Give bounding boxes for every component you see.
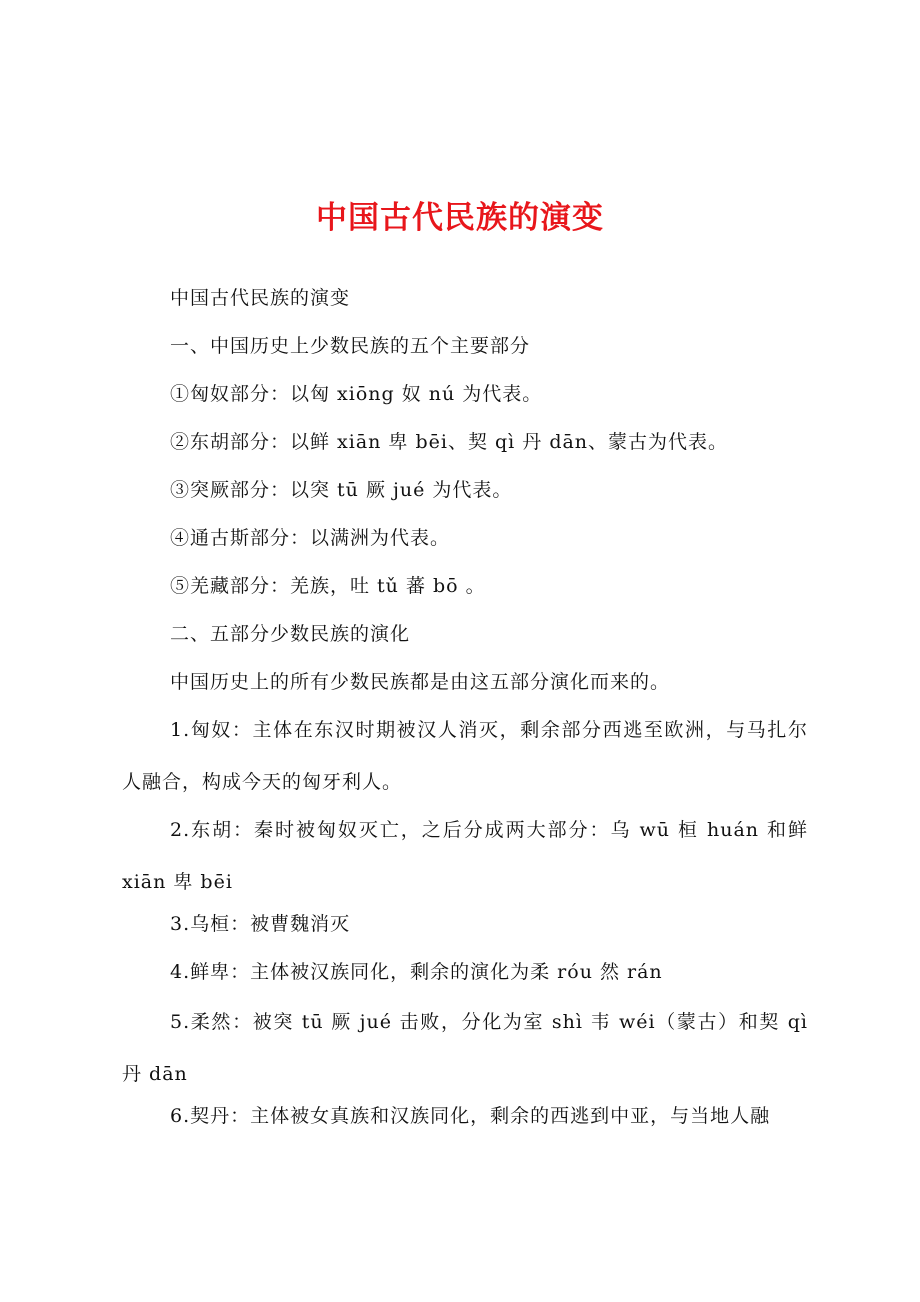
paragraph-xiongnu: 1.匈奴：主体在东汉时期被汉人消灭，剩余部分西逃至欧洲，与马扎尔人融合，构成今天的匈牙利人。 <box>122 719 808 793</box>
item-line-xiongnu: ①匈奴部分：以匈 xiōng 奴 nú 为代表。 <box>170 383 543 405</box>
paragraph-xianbei: 4.鲜卑：主体被汉族同化，剩余的演化为柔 róu 然 rán <box>170 961 663 983</box>
item-line-tujue: ③突厥部分：以突 tū 厥 jué 为代表。 <box>170 479 513 501</box>
paragraph-wuhuan: 3.乌桓：被曹魏消灭 <box>170 913 351 935</box>
section-heading-one: 一、中国历史上少数民族的五个主要部分 <box>170 335 531 357</box>
section-heading-two: 二、五部分少数民族的演化 <box>170 623 411 645</box>
paragraph-donghu: 2.东胡：秦时被匈奴灭亡，之后分成两大部分：乌 wū 桓 huán 和鲜 xiān 卑 bēi <box>122 819 808 893</box>
subtitle-line: 中国古代民族的演变 <box>170 287 351 309</box>
item-line-tonggusi: ④通古斯部分：以满洲为代表。 <box>170 527 451 549</box>
item-line-qiangzang: ⑤羌藏部分：羌族，吐 tǔ 蕃 bō 。 <box>170 575 486 597</box>
paragraph-qidan: 6.契丹：主体被女真族和汉族同化，剩余的西逃到中亚，与当地人融 <box>170 1105 771 1127</box>
intro-line: 中国历史上的所有少数民族都是由这五部分演化而来的。 <box>170 671 671 693</box>
item-line-donghu: ②东胡部分：以鲜 xiān 卑 bēi、契 qì 丹 dān、蒙古为代表。 <box>170 431 729 453</box>
paragraph-rouran: 5.柔然：被突 tū 厥 jué 击败，分化为室 shì 韦 wéi（蒙古）和契 qì 丹 dān <box>122 1011 808 1085</box>
document-title: 中国古代民族的演变 <box>316 200 604 236</box>
